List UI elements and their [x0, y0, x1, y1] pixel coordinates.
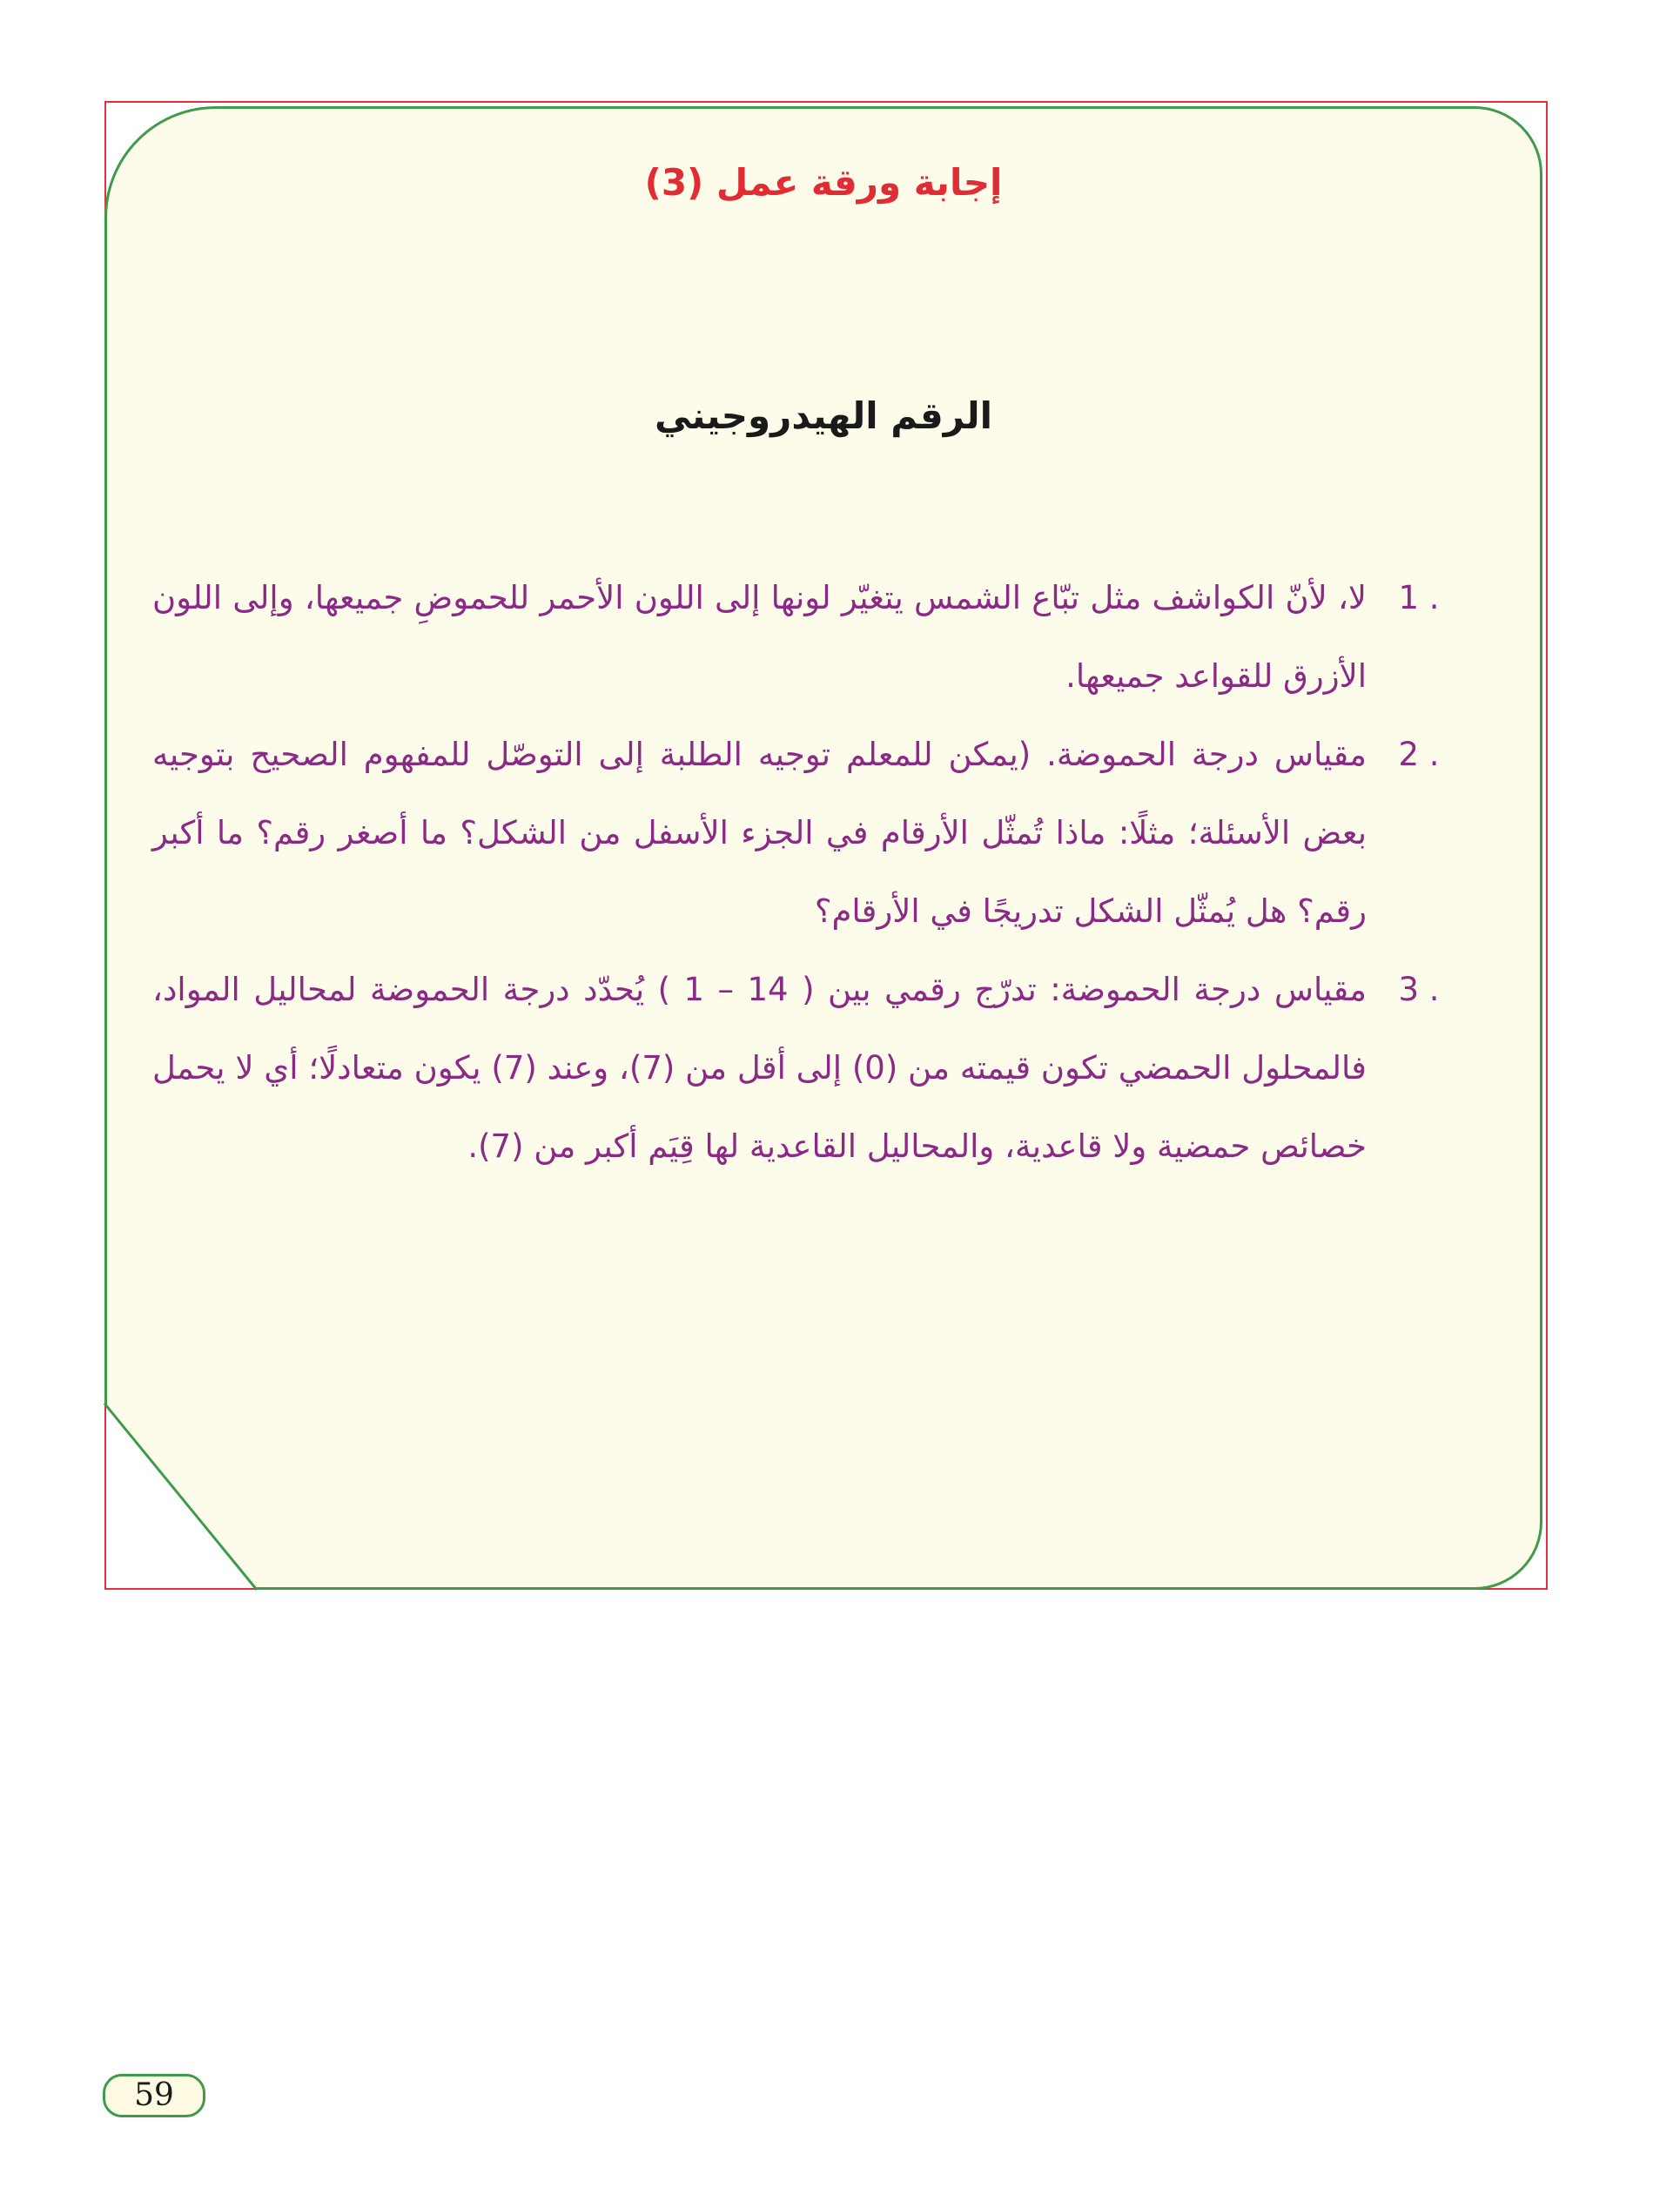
answer-item-1 [152, 559, 1454, 716]
answer-list [152, 559, 1454, 1186]
answer-item-2 [152, 716, 1454, 951]
answer-text: لا، لأنّ الكواشف مثل تبّاع الشمس يتغيّر لونها إلى اللون الأحمر للحموضِ جميعها، وإلى اللون الأزرق للقواعد جميعها. [152, 579, 1367, 695]
page-number: 59 [103, 2074, 205, 2117]
answer-text: مقياس درجة الحموضة. (يمكن للمعلم توجيه الطلبة إلى التوصّل للمفهوم الصحيح بتوجيه بعض الأسئلة؛ مثلًا: ماذا تُمثّل الأرقام في الجزء الأسفل من الشكل؟ ما أصغر رقم؟ ما أكبر رقم؟ هل يُمثّل الشكل تدريجًا في الأرقام؟ [152, 736, 1367, 930]
answer-text: مقياس درجة الحموضة: تدرّج رقمي بين ( 14 – 1 ) يُحدّد درجة الحموضة لمحاليل المواد، فالمحلول الحمضي تكون قيمته من (0) إلى أقل من (7)، وعند (7) يكون متعادلًا؛ أي لا يحمل خصائص حمضية ولا قاعدية، والمحاليل القاعدية لها قِيَم أكبر من (7). [152, 971, 1367, 1165]
worksheet-title: إجابة ورقة عمل (3) [644, 161, 1003, 204]
answer-number: 2 . [1398, 736, 1440, 773]
answer-number: 1 . [1398, 579, 1440, 616]
section-heading: الرقم الهيدروجيني [655, 394, 992, 437]
answer-item-3 [152, 951, 1454, 1186]
answer-number: 3 . [1398, 971, 1440, 1008]
